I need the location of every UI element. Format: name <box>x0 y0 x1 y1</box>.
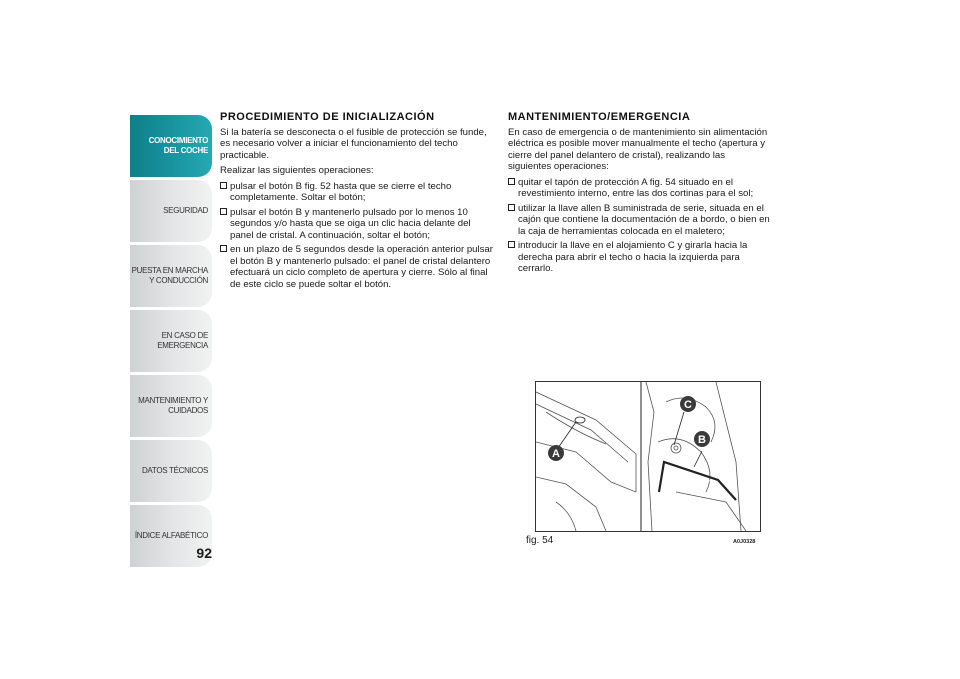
label-b: B <box>698 434 706 446</box>
section-title: MANTENIMIENTO/EMERGENCIA <box>508 111 691 123</box>
chapter-tabs <box>130 115 212 570</box>
list-item <box>508 240 770 275</box>
section-title: PROCEDIMIENTO DE INICIALIZACIÓN <box>220 111 435 123</box>
checkbox-bullet-icon <box>508 241 515 248</box>
tab-datos-tecnicos[interactable] <box>130 440 212 502</box>
tab-label: SEGURIDAD <box>163 206 208 215</box>
maintenance-section <box>508 112 770 278</box>
paragraph: En caso de emergencia o de mantenimiento sin alimentación eléctrica es posible mover manualmente el techo (apertura y cierre del panel delantero de cristal), realizando las siguientes operaciones: <box>508 126 768 172</box>
list-item-text: quitar el tapón de protección A fig. 54 situado en el revestimiento interno, entre las dos cortinas para el sol; <box>518 176 754 199</box>
list-item <box>220 207 495 242</box>
list-item <box>508 177 770 200</box>
label-c: C <box>684 399 692 411</box>
checkbox-bullet-icon <box>220 208 227 215</box>
tab-label: MANTENIMIENTO Y CUIDADOS <box>138 396 208 415</box>
paragraph: Realizar las siguientes operaciones: <box>220 165 374 176</box>
label-a: A <box>552 448 560 460</box>
list-item-text: pulsar el botón B y mantenerlo pulsado por lo menos 10 segundos y/o hasta que se oiga un clic hacia delante del panel de cristal. A continuación, soltar el botón; <box>230 206 471 241</box>
tab-seguridad[interactable] <box>130 180 212 242</box>
tab-conocimiento-del-coche[interactable] <box>130 115 212 177</box>
tab-mantenimiento[interactable] <box>130 375 212 437</box>
tab-puesta-en-marcha[interactable] <box>130 245 212 307</box>
page-number: 92 <box>196 545 212 561</box>
tab-label: EN CASO DE EMERGENCIA <box>157 331 208 350</box>
steps-list <box>220 181 495 291</box>
sunroof-illustration <box>536 382 760 531</box>
tab-label: ÍNDICE ALFABÉTICO <box>134 531 208 540</box>
list-item-text: pulsar el botón B fig. 52 hasta que se cierre el techo completamente. Soltar el botón; <box>230 180 452 203</box>
initialization-section <box>220 112 495 293</box>
list-item-text: en un plazo de 5 segundos desde la operación anterior pulsar el botón B y mantenerlo pulsado: el panel de cristal delantero efectuará un ciclo completo de apertura y cierre. Sólo al final de este ciclo se puede soltar el botón. <box>230 244 493 290</box>
tab-label: PUESTA EN MARCHA Y CONDUCCIÓN <box>131 266 208 285</box>
tab-label: DATOS TÉCNICOS <box>141 466 208 475</box>
list-item <box>508 203 770 238</box>
list-item <box>220 244 495 290</box>
checkbox-bullet-icon <box>508 178 515 185</box>
tab-en-caso-de-emergencia[interactable] <box>130 310 212 372</box>
checkbox-bullet-icon <box>220 245 227 252</box>
list-item-text: introducir la llave en el alojamiento C y girarla hacia la derecha para abrir el techo o hacia la izquierda para cerrarlo. <box>518 240 748 274</box>
figure-illustration <box>535 381 761 532</box>
checkbox-bullet-icon <box>508 204 515 211</box>
figure-caption: fig. 54 <box>526 535 554 546</box>
checkbox-bullet-icon <box>220 182 227 189</box>
list-item-text: utilizar la llave allen B suministrada de serie, situada en el cajón que contiene la documentación de a bordo, o bien en la caja de herramientas colocada en el maletero; <box>518 202 770 237</box>
figure-code: A0J0328 <box>733 539 756 545</box>
list-item <box>220 181 495 204</box>
steps-list <box>508 177 770 275</box>
tab-label: CONOCIMIENTO DEL COCHE <box>148 136 208 155</box>
paragraph: Si la batería se desconecta o el fusible de protección se funde, es necesario volver a iniciar el funcionamiento del techo practicable. <box>220 126 487 161</box>
